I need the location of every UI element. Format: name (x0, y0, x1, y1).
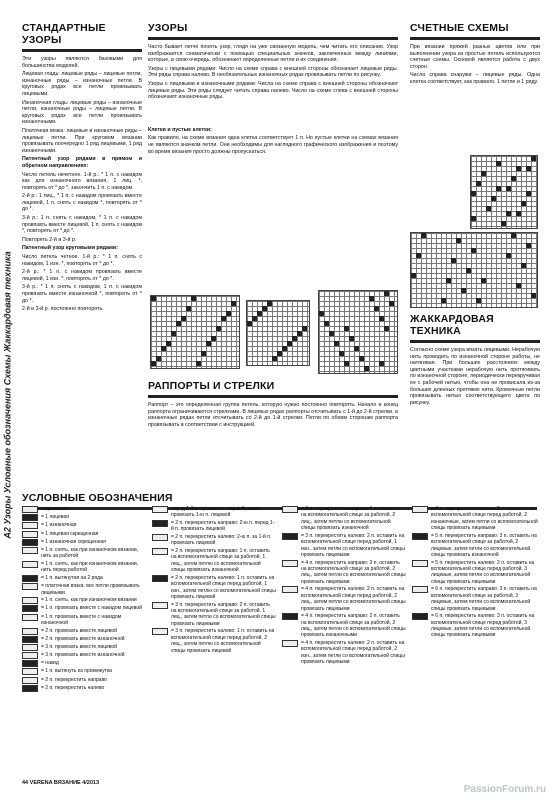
text: Раппорт – это определенная группа петель, которую нужно постоянно повторять. Начало и конец раппорта ограничиваются стрелками. В лицевых рядах раппорты отсчитывать с 1-й до 2-й стрелки, в изнаночных рядах петли отсчитывать со 2-й до 1-й стрелки. Петли по обеим сторонам раппорта провязывать в соответствии с инструкцией. (148, 402, 398, 428)
column-counting-charts (410, 22, 540, 88)
stitch-symbol-icon (152, 534, 168, 541)
chart-cell (491, 196, 496, 201)
stitch-symbol-icon (22, 652, 38, 659)
stitch-symbol-icon (152, 602, 168, 609)
stitch-symbol-icon (22, 547, 38, 554)
legend-item (22, 668, 146, 675)
legend-text: = 3 п. перекрестить налево: 1 п. оставить на вспомогательной спице перед работой, 2 лиц., затем петлю со вспомогательной спицы провязать лицевой (171, 628, 275, 654)
text: Изнаночная гладь: лицевые ряды – изнаночные петли, изнаночные ряды – лицевые петли. В круговых рядах все петли провязывать изнаночными. (22, 99, 142, 126)
chart-cell (226, 311, 231, 316)
legend-column-1 (22, 506, 146, 693)
text: Узоры с лицевыми и изнаночными рядами: Числа на схеме справа с внешней стороны обозначают лицевые ряды. Эти ряды следует читать справа налево. Число на схеме слева с внешней стороны обозначают изнаночные ряды. (148, 80, 398, 101)
chart-cell (329, 331, 334, 336)
text: При вязании пряжей разных цветов или при выполнении узора из простых петель используются счетные схемы. Основой является работа с двух сторон. (410, 44, 540, 70)
stitch-symbol-icon (152, 548, 168, 555)
jacquard-chart-bottom (410, 232, 538, 308)
legend-text: = 1 изнаночная (41, 522, 77, 529)
legend-text: = 6 п. перекрестить налево: 3 п. оставить на вспомогательной спице перед работой, 3 лицевые, затем петли со вспомогательной спицы провязать лицевыми (431, 613, 535, 639)
legend-text: перед 1-й п. провязать лицевой, затем провязать 1-ю п. лицевой (171, 506, 261, 519)
divider (148, 395, 398, 398)
stitch-symbol-icon (412, 613, 428, 620)
chart-cell (354, 346, 359, 351)
chart-cell (344, 361, 349, 366)
legend-text: = 2 п. перекрестить направо: 2-ю п. перед 1-й п. провязать лицевой (171, 520, 275, 533)
legend-text: = 4 п. перекрестить направо: 2 п. оставить на вспомогательной спице за работой, 2 лиц., затем петли со вспомогательной спицы провязать изнаночными (301, 613, 406, 639)
stitch-symbol-icon (22, 539, 38, 546)
stitch-symbol-icon (282, 613, 298, 620)
chart-cell (272, 356, 277, 361)
text: 3-й р.: 1 п. снять с накидом, * 1 п. с накидом провязать вместе лицевой, 1 п. снять с накидом *, повторять от * до *. (22, 215, 142, 235)
chart-cell (201, 351, 206, 356)
legend-item (282, 560, 406, 586)
chart-cell (416, 253, 421, 258)
legend-text: = 4 п. перекрестить налево: 2 п. оставить на вспомогательной спице перед работой, 2 лиц., затем петли со вспомогательной спицы провязать лицевыми (301, 586, 406, 612)
chart-cell (511, 176, 516, 181)
chart-cell (531, 156, 536, 161)
stitch-symbol-icon (22, 561, 38, 568)
chart-cell (166, 341, 171, 346)
text: Эти узоры являются базовыми для большинства моделей. (22, 56, 142, 69)
legend-text: = 5 п. перекрестить налево: 2 п. оставить на вспомогательной спице перед работой, 3 лицевые, затем петли со вспомогательной спицы провязать лицевыми (431, 559, 535, 585)
chart-cell (486, 206, 491, 211)
text: Клетки и пустые клетки: (148, 126, 212, 133)
chart-cell (257, 311, 262, 316)
chart-cell (206, 341, 211, 346)
legend-text: = 2 п. провязать вместе лицевой (41, 627, 117, 634)
chart-cell (451, 258, 456, 263)
chart-cell (211, 336, 216, 341)
chart-cell (526, 166, 531, 171)
stitch-symbol-icon (22, 677, 38, 684)
legend-item (22, 660, 146, 667)
divider (148, 37, 398, 40)
legend-item (152, 548, 276, 574)
chart-cell (456, 238, 461, 243)
jacquard-chart-top (470, 155, 538, 229)
knitting-chart-left (150, 295, 240, 369)
legend-text: = платочная вязка: все петли провязывать лицевыми (41, 583, 140, 596)
legend-text: = 2 п. перекрестить направо (41, 676, 107, 683)
legend-item (22, 628, 146, 635)
chart-cell (319, 311, 324, 316)
legend-item (22, 636, 146, 643)
knitting-chart-mid (246, 300, 310, 366)
legend-item (22, 644, 146, 651)
legend-item (282, 640, 406, 666)
text: 3-й р.: * 1 п. снять с накидом, 1 п. с накидом провязать вместе изнаночной *, повторять от * до *. (22, 284, 142, 304)
text: Согласно схеме узора вязать лицевыми. Нерабочую нить проводить по изнаночной стороне работы, не натягивая. При больших расстояниях между цветными участками нерабочую нить протягивать по изнаночной стороне, периодически перекручивая ее с рабочей нитью, чтобы она не провисала из-за больших длинных протяжек нити. Кромочные петли провязывать нитью соответствующего цвета по рисунку. (410, 347, 540, 406)
chart-cell (511, 233, 516, 238)
chart-cell (151, 361, 156, 366)
legend-item (152, 534, 276, 547)
chart-cell (262, 306, 267, 311)
legend-text: = 2 п. перекрестить направо: 1 п. оставить на вспомогательной спице за работой, 1 лиц., затем петлю со вспомогательной спицы провязать изнаночной (171, 548, 270, 574)
chart-cell (364, 366, 369, 371)
chart-cell (496, 161, 501, 166)
stitch-symbol-icon (412, 560, 428, 567)
chart-cell (526, 243, 531, 248)
chart-cell (521, 201, 526, 206)
legend-item (152, 575, 276, 601)
divider (22, 49, 142, 52)
knitting-chart-right (318, 290, 398, 374)
chart-cell (191, 296, 196, 301)
chart-cell (516, 166, 521, 171)
legend-item (282, 586, 406, 612)
stitch-symbol-icon (22, 614, 38, 621)
chart-cell (181, 316, 186, 321)
legend-item (412, 560, 540, 586)
chart-cell (476, 181, 481, 186)
chart-cell (496, 186, 501, 191)
legend-item (22, 597, 146, 604)
section-jacquard (410, 313, 540, 408)
text: 2-й р.: 1 лиц., * 1 п. с накидом провязать вместе лицевой, 1 п. снять с накидом *, повторять от * до *. (22, 193, 142, 213)
stitch-symbol-icon (282, 560, 298, 567)
stitch-symbol-icon (152, 506, 168, 513)
text: Платочная вязка: лицевые и изнаночные ряды – лицевые петли. При круговом вязании провязывать поочередно 1 ряд лицевыми, 1 ряд изнаночными. (22, 127, 142, 154)
watermark: PassionForum.ru (463, 784, 546, 795)
legend-text: = 4 п. перекрестить налево: 2 п. оставить на вспомогательной спице перед работой, 2 изнаночные, затем петли со вспомогательной спицы провязать лицевыми (431, 506, 538, 532)
legend-item (22, 561, 146, 574)
stitch-symbol-icon (152, 520, 168, 527)
chart-cell (292, 336, 297, 341)
legend-text: = 1 п. провязать вместе с накидом лицевой (41, 605, 142, 612)
text: Число петель нечетное. 1-й р.: * 1 п. с накидом как для изнаночного вязания, 1 лиц. *, повторять от * до *, закончить 1 п. с накидом. (22, 171, 142, 191)
legend-text: = 1 изнаночная скрещенная (41, 538, 106, 545)
chart-cell (471, 191, 476, 196)
footer: 44 VERENA ВЯЗАНИЕ 4/2013 (22, 780, 100, 786)
stitch-symbol-icon (22, 628, 38, 635)
legend-text: = 3 п. провязать вместе лицевой (41, 643, 117, 650)
legend-item (282, 506, 406, 532)
legend-item (22, 614, 146, 627)
heading-patterns: УЗОРЫ (148, 22, 188, 34)
chart-cell (176, 321, 181, 326)
heading-legend: УСЛОВНЫЕ ОБОЗНАЧЕНИЯ (22, 492, 173, 504)
stitch-symbol-icon (412, 506, 428, 513)
stitch-symbol-icon (22, 636, 38, 643)
legend-text: = 2 п. перекрестить налево: 1 п. оставить на вспомогательной спице перед работой, 1 изн., затем петлю со вспомогательной спицы провязать лицевой (171, 574, 276, 601)
legend-text: = 6 п. перекрестить направо: 3 п. оставить на вспомогательной спице за работой, 3 лицевые, затем петли со вспомогательной спицы провязать лицевыми (431, 586, 537, 612)
side-banner (0, 30, 16, 760)
legend (22, 492, 542, 691)
stitch-symbol-icon (22, 644, 38, 651)
legend-item (22, 522, 146, 529)
stitch-symbol-icon (412, 533, 428, 540)
stitch-symbol-icon (22, 597, 38, 604)
stitch-symbol-icon (22, 660, 38, 667)
chart-cell (196, 361, 201, 366)
stitch-symbol-icon (22, 514, 38, 521)
chart-cell (506, 186, 511, 191)
stitch-symbol-icon (22, 685, 38, 692)
stitch-symbol-icon (22, 605, 38, 612)
legend-item (22, 539, 146, 546)
text: Число петель четное. 1-й р.: * 1 п. снять с накидом, 1 изн. *, повторять от * до *. (22, 254, 142, 267)
chart-cell (216, 326, 221, 331)
chart-cell (384, 291, 389, 296)
legend-text: = 2 п. перекрестить налево: 2-ю п. за 1-й п. провязать лицевой (171, 534, 272, 547)
heading-jacquard: ЖАККАРДОВАЯ ТЕХНИКА (410, 313, 494, 337)
chart-cell (334, 341, 339, 346)
legend-text: = 1 п. вытянутая на 2 ряда (41, 574, 103, 581)
chart-cell (252, 316, 257, 321)
stitch-symbol-icon (22, 583, 38, 590)
chart-cell (506, 253, 511, 258)
legend-item (412, 533, 540, 559)
text: Патентный узор круговыми рядами: (22, 245, 118, 252)
legend-item (22, 514, 146, 521)
chart-cell (339, 351, 344, 356)
chart-cell (506, 211, 511, 216)
legend-item (412, 506, 540, 532)
chart-cell (389, 301, 394, 306)
legend-text: = кромочная (41, 506, 71, 512)
legend-item (412, 613, 540, 639)
chart-cell (151, 296, 156, 301)
chart-cell (379, 361, 384, 366)
chart-cell (476, 298, 481, 303)
chart-cell (277, 351, 282, 356)
legend-item (22, 506, 146, 513)
legend-item (282, 533, 406, 559)
column-patterns (148, 22, 398, 157)
chart-cell (461, 288, 466, 293)
legend-text: = 3 п. перекрестить направо: 1 п. оставить на вспомогательной спице за работой, 2 лиц., затем петлю со вспомогательной спицы провязать изнаночной (301, 506, 400, 532)
chart-cell (481, 171, 486, 176)
legend-item (22, 583, 146, 596)
heading-rapports: РАППОРТЫ И СТРЕЛКИ (148, 380, 275, 392)
chart-cell (446, 278, 451, 283)
legend-text: = 2 п. провязать вместе изнаночной (41, 635, 125, 642)
text: Как правило, на схеме вязания одна клетка соответствует 1 п. Но пустые клетки на схемах вязания не являются значком петли. Они необходимы для наглядного графического изображения и поэтому во время вязания просто должны пропускаться. (148, 135, 398, 155)
chart-cell (156, 356, 161, 361)
legend-column-4 (412, 506, 540, 640)
chart-cell (302, 326, 307, 331)
legend-text: = 1 лицевая скрещенная (41, 530, 99, 537)
stitch-symbol-icon (22, 668, 38, 675)
text: Числа справа снаружи – лицевые ряды. Одна клетка соответствует, как правило, 1 петле и 1 ряду. (410, 72, 540, 85)
chart-cell (501, 221, 506, 226)
chart-cell (411, 273, 416, 278)
chart-cell (359, 356, 364, 361)
chart-cell (221, 316, 226, 321)
section-rapports (148, 380, 398, 430)
legend-text: = 3 п. перекрестить налево: 2 п. оставить на вспомогательной спице перед работой, 1 изн., затем петли со вспомогательной спицы провязать лицевыми (301, 532, 405, 559)
chart-cell (421, 233, 426, 238)
side-text: A2 Узоры Условные обозначения Схемы Жаккардовая техника (3, 251, 13, 539)
stitch-symbol-icon (282, 640, 298, 647)
stitch-symbol-icon (22, 506, 38, 513)
chart-cell (247, 321, 252, 326)
chart-cell (516, 211, 521, 216)
legend-item (22, 575, 146, 582)
legend-text: = 1 п. снять, как при изнаночном вязании, нить перед работой (41, 560, 139, 574)
chart-cell (186, 306, 191, 311)
divider (410, 340, 540, 343)
legend-text: = 1 п. провязать вместе с накидом изнаночной (41, 613, 122, 626)
legend-item (152, 628, 276, 654)
legend-column-3 (282, 506, 406, 667)
text: Повторять 2-й и 3-й р. (22, 236, 77, 243)
stitch-symbol-icon (282, 533, 298, 540)
chart-cell (526, 191, 531, 196)
chart-cell (531, 293, 536, 298)
legend-text: = 3 п. провязать вместе изнаночной (41, 652, 125, 659)
stitch-symbol-icon (152, 628, 168, 635)
chart-cell (466, 268, 471, 273)
divider (410, 37, 540, 40)
chart-cell (282, 346, 287, 351)
chart-cell (374, 306, 379, 311)
text: 2-й р.: * 1 п. с накидом провязать вместе лицевой, 1 изн. *, повторять от * до *. (22, 269, 142, 282)
stitch-symbol-icon (412, 586, 428, 593)
chart-cell (171, 331, 176, 336)
heading-standard: СТАНДАРТНЫЕ УЗОРЫ (22, 22, 106, 46)
legend-item (22, 531, 146, 538)
legend-text: = накид (41, 660, 59, 667)
legend-text: = 2 п. перекрестить налево (41, 684, 105, 691)
legend-item (22, 685, 146, 692)
legend-text: = 4 п. перекрестить налево: 2 п. оставить на вспомогательной спице перед работой, 2 изн., затем петли со вспомогательной спицы провязать лицевыми (301, 640, 405, 666)
chart-cell (521, 263, 526, 268)
stitch-symbol-icon (152, 575, 168, 582)
chart-cell (231, 301, 236, 306)
text: Патентный узор рядами в прямом и обратном направлениях: (22, 156, 142, 169)
legend-text: = 1 лицевая (41, 514, 69, 521)
legend-item (22, 677, 146, 684)
legend-text: = 1 п. снять, как при изнаночном вязании (41, 597, 137, 604)
chart-cell (287, 341, 292, 346)
chart-cell (349, 336, 354, 341)
legend-item (22, 547, 146, 560)
legend-item (282, 613, 406, 639)
chart-cell (297, 331, 302, 336)
chart-cell (384, 326, 389, 331)
chart-cell (369, 296, 374, 301)
chart-cell (471, 248, 476, 253)
text: Лицевая гладь: лицевые ряды – лицевые петли, изнаночные ряды – изнаночные петли. В круговых рядах все петли провязывать лицевыми. (22, 71, 142, 97)
legend-item (152, 520, 276, 533)
legend-text: = 4 п. перекрестить направо: 2 п. оставить на вспомогательной спице за работой, 2 лиц., затем петли со вспомогательной спицы провязать лицевыми (301, 559, 406, 585)
legend-text: = 1 п. снять, как при изнаночном вязании, нить за работой (41, 546, 139, 560)
chart-cell (471, 216, 476, 221)
legend-item (22, 652, 146, 659)
chart-cell (344, 326, 349, 331)
chart-cell (441, 298, 446, 303)
legend-text: = 3 п. перекрестить направо: 2 п. оставить на вспомогательной спице за работой, 1 лиц., затем петли со вспомогательной спицы провязать лицевыми (171, 601, 276, 627)
column-standard-patterns (22, 22, 142, 315)
chart-cell (324, 321, 329, 326)
legend-column-2 (152, 506, 276, 655)
legend-text: = 1 п. вытянуть из промежутка (41, 668, 112, 675)
stitch-symbol-icon (282, 506, 298, 513)
stitch-symbol-icon (22, 531, 38, 538)
text: Часто бывает легче понять узор, глядя на уже связанную модель, чем читать его описание. Узор изображается схематически с помощью специальных значков, заключенных между линиями, которые, в свою очередь, обозначают определенные петли и их соединения. (148, 44, 398, 64)
legend-text: = 5 п. перекрестить направо: 3 п. оставить на вспомогательной спице за работой, 2 лицевые, затем петли со вспомогательной спицы провязать изнаночной (431, 532, 537, 559)
stitch-symbol-icon (282, 586, 298, 593)
chart-cell (379, 316, 384, 321)
stitch-symbol-icon (22, 522, 38, 529)
chart-cell (516, 283, 521, 288)
legend-item (22, 605, 146, 612)
heading-counting: СЧЕТНЫЕ СХЕМЫ (410, 22, 509, 34)
legend-item (412, 586, 540, 612)
chart-cell (161, 346, 166, 351)
chart-cell (481, 278, 486, 283)
stitch-symbol-icon (22, 575, 38, 582)
text: 2-й и 3-й р. постоянно повторять. (22, 306, 104, 313)
legend-item (152, 602, 276, 628)
legend-item (152, 506, 276, 519)
text: Узоры с лицевыми рядами: Число на схеме справа с внешней стороны обозначает лицевые ряды. Эти ряды справа налево. В необязательных изнаночных рядах провязывать петли по рисунку. (148, 65, 398, 79)
chart-cell (267, 301, 272, 306)
